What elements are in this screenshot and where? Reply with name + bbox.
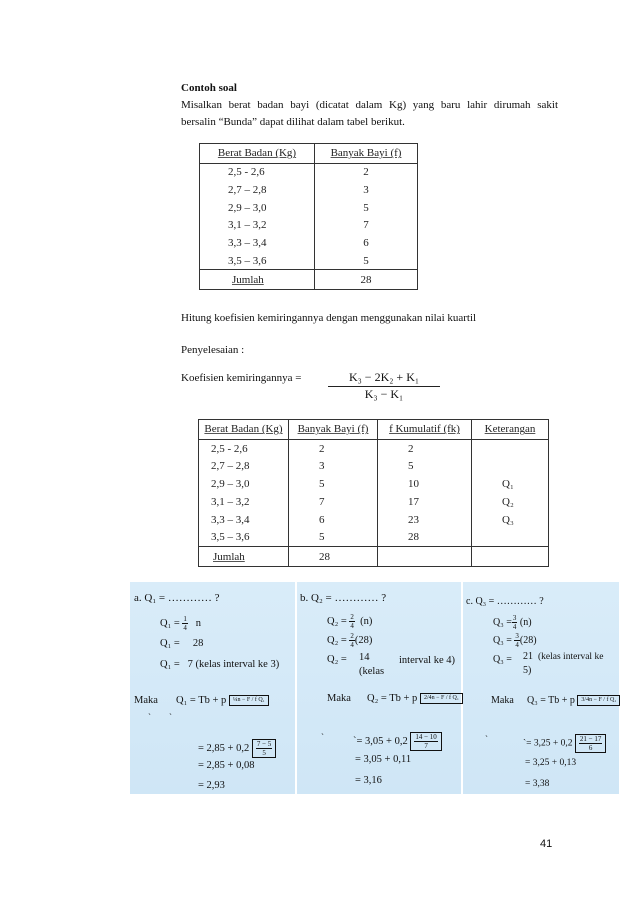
table1-cell: 7 <box>363 219 369 232</box>
q2-l1-left: Q₂ = <box>327 615 347 627</box>
q2-result-1 <box>353 732 442 751</box>
q2-l3-paren: (kelas <box>359 666 385 677</box>
q3-r1: `= 3,25 + 0,2 <box>523 738 573 749</box>
q2-l1-num: 2 <box>350 613 354 621</box>
task-text: Hitung koefisien kemiringannya dengan menggunakan nilai kuartil <box>181 312 477 324</box>
table1-cell: 3,3 – 3,4 <box>200 234 315 252</box>
q3-l1-right: (n) <box>519 616 532 628</box>
intro-line-1: Misalkan berat badan bayi (dicatat dalam Kg) yang baru lahir dirumah sakit <box>181 99 558 111</box>
table2-cell <box>472 439 549 457</box>
q1-q-eq: Q₁ = Tb + p <box>176 695 227 706</box>
table2-cell: 3 <box>289 457 378 475</box>
q2-r1-num: 14 − 10 <box>415 733 437 741</box>
q1-maka: Maka <box>134 695 158 706</box>
table2-cell: 23 <box>378 511 472 529</box>
table2-cell: 28 <box>378 529 472 547</box>
table2-cell: 17 <box>378 493 472 511</box>
q3-l3-left: Q₃ = <box>493 654 512 665</box>
q2-maka: Maka <box>327 693 351 704</box>
table2-cell: 5 <box>289 529 378 547</box>
table2-cell: Q₁ <box>502 478 514 491</box>
q2-l1-den: 4 <box>350 622 354 630</box>
q3-l3-right: (kelas interval ke <box>538 652 604 662</box>
q3-line-2 <box>493 632 537 649</box>
table1-cell: 2,5 - 2,6 <box>200 163 315 181</box>
q2-formula <box>367 693 463 704</box>
solution-label: Penyelesaian : <box>181 344 245 356</box>
q1-formula <box>176 695 269 706</box>
table2-header-weight: Berat Badan (Kg) <box>204 423 283 436</box>
q1-l1-num: 1 <box>183 615 187 623</box>
q2-tick: ` <box>321 732 324 742</box>
table2-cell: 10 <box>378 475 472 493</box>
table2-cell <box>472 529 549 547</box>
q2-line-2 <box>327 632 372 649</box>
formula-numerator: K₃ − 2K₂ + K₁ <box>348 370 420 384</box>
panel-q1 <box>130 582 295 794</box>
q2-l2-right: (28) <box>354 634 373 646</box>
q2-l2-den: 4 <box>350 641 354 649</box>
q3-l1-num: 3 <box>512 614 517 622</box>
q3-l1-den: 4 <box>512 623 517 631</box>
table2-cell: 7 <box>289 493 378 511</box>
q1-title: a. Q₁ = ………… ? <box>134 592 220 604</box>
table2-cell: 3,1 – 3,2 <box>199 493 289 511</box>
q1-line-2: Q₁ = 28 <box>160 638 204 649</box>
q3-formula <box>527 695 620 706</box>
q3-r1-bracket <box>575 734 606 753</box>
q1-r1-den: 5 <box>262 749 266 757</box>
q1-line-1 <box>160 615 201 632</box>
table1-cell: 3,1 – 3,2 <box>200 216 315 234</box>
table1-cell: 2 <box>363 166 369 179</box>
q3-l3-val: 21 <box>523 651 533 662</box>
heading: Contoh soal <box>181 82 237 94</box>
q2-l1-right: (n) <box>360 615 373 627</box>
q3-tick: ` <box>485 734 488 744</box>
table2-total-value: 28 <box>289 547 378 567</box>
q2-line-1 <box>327 613 372 630</box>
table1-cell: 3 <box>363 183 369 196</box>
table2-cell <box>472 457 549 475</box>
q1-l1-fraction <box>182 615 188 632</box>
q2-result-2: = 3,05 + 0,11 <box>355 754 412 765</box>
q1-ticks: ` ` <box>148 712 172 722</box>
q2-r1-den: 7 <box>424 742 428 750</box>
table2-cell: Q₂ <box>502 495 514 508</box>
q1-l1-den: 4 <box>183 624 187 632</box>
formula-denominator: K₃ − K₁ <box>364 387 404 401</box>
table2-cell: 2 <box>378 439 472 457</box>
table1-header-weight: Berat Badan (Kg) <box>217 147 297 160</box>
q3-line-1 <box>493 614 532 631</box>
table2-cell: 2 <box>289 439 378 457</box>
q3-title: c. Q₃ = ………… ? <box>466 596 544 607</box>
table2-cell: 5 <box>378 457 472 475</box>
q3-result-2: = 3,25 + 0,13 <box>525 758 577 768</box>
q1-bracket: ¼n − F / f Q₁ <box>229 695 269 706</box>
q2-l3-left: Q₂ = <box>327 654 347 665</box>
q2-l2-num: 2 <box>350 632 354 640</box>
cumulative-table <box>198 419 549 567</box>
q1-l1-right: n <box>195 617 202 629</box>
skewness-formula <box>324 370 444 402</box>
q3-l3-paren: 5) <box>523 665 532 676</box>
table2-total-label: Jumlah <box>213 550 245 563</box>
q2-l1-fraction <box>349 613 355 630</box>
table2-cell: 5 <box>289 475 378 493</box>
table1-cell: 6 <box>363 237 369 250</box>
q2-title: b. Q₂ = ………… ? <box>300 592 387 604</box>
table1-cell: 2,9 – 3,0 <box>200 199 315 217</box>
weight-table <box>199 143 418 290</box>
q2-r1-bracket <box>410 732 441 751</box>
page-number: 41 <box>540 838 553 850</box>
table1-cell: 2,7 – 2,8 <box>200 181 315 199</box>
q2-q-eq: Q₂ = Tb + p <box>367 693 418 704</box>
table1-total-value: 28 <box>360 273 372 286</box>
table1-header-count: Banyak Bayi (f) <box>330 147 402 160</box>
table2-header-count: Banyak Bayi (f) <box>297 423 369 436</box>
formula-label: Koefisien kemiringannya = <box>181 372 302 384</box>
q1-l1-left: Q₁ = <box>160 617 180 629</box>
table1-cell: 5 <box>363 254 369 267</box>
q3-l2-left: Q₃ = <box>493 634 512 646</box>
q3-result-1 <box>523 734 606 753</box>
table2-cell: 3,3 – 3,4 <box>199 511 289 529</box>
panel-q2 <box>297 582 461 794</box>
panel-q3 <box>463 582 619 794</box>
q2-bracket: 2/4n − F / f Q₁ <box>420 693 463 704</box>
q3-l2-right: (28) <box>519 634 537 646</box>
table2-cell: 2,9 – 3,0 <box>199 475 289 493</box>
q2-l3-right: interval ke 4) <box>399 655 455 666</box>
q3-l1-fraction <box>512 614 518 631</box>
q1-r1-bracket <box>252 739 276 758</box>
q3-q-eq: Q₃ = Tb + p <box>527 695 575 706</box>
q2-result-3: = 3,16 <box>355 775 382 786</box>
table2-cell: 6 <box>289 511 378 529</box>
q3-result-3: = 3,38 <box>525 779 550 789</box>
table1-cell: 3,5 – 3,6 <box>200 252 315 270</box>
q1-r1: = 2,85 + 0,2 <box>198 742 250 754</box>
q2-l3-val: 14 <box>359 652 370 663</box>
q3-l2-den: 4 <box>515 641 519 649</box>
q3-l2-num: 3 <box>515 632 519 640</box>
q1-result-2: = 2,85 + 0,08 <box>198 760 255 771</box>
q3-r1-den: 6 <box>588 744 593 752</box>
table2-header-note: Keterangan <box>484 423 536 436</box>
table2-cell: 2,5 - 2,6 <box>199 439 289 457</box>
intro-line-2: bersalin “Bunda” dapat dilihat dalam tabel berikut. <box>181 116 405 128</box>
table2-cell: 2,7 – 2,8 <box>199 457 289 475</box>
q1-line-3: Q₁ = 7 (kelas interval ke 3) <box>160 659 280 670</box>
table1-total-label: Jumlah <box>232 273 264 286</box>
table2-header-cumulative: f Kumulatif (fk) <box>389 423 460 436</box>
table1-cell: 5 <box>363 201 369 214</box>
q3-l1-left: Q₃ = <box>493 616 512 628</box>
q1-result-3: = 2,93 <box>198 780 225 791</box>
table2-cell: 3,5 – 3,6 <box>199 529 289 547</box>
q1-r1-num: 7 − 5 <box>256 740 272 748</box>
q3-maka: Maka <box>491 695 514 706</box>
q3-bracket: 3/4n − F / f Q₁ <box>577 695 620 706</box>
table2-cell: Q₃ <box>502 513 514 526</box>
q1-result-1 <box>198 739 276 758</box>
q2-r1: `= 3,05 + 0,2 <box>353 735 408 747</box>
q2-l2-left: Q₂ = <box>327 634 347 646</box>
q3-r1-num: 21 − 17 <box>579 735 602 743</box>
